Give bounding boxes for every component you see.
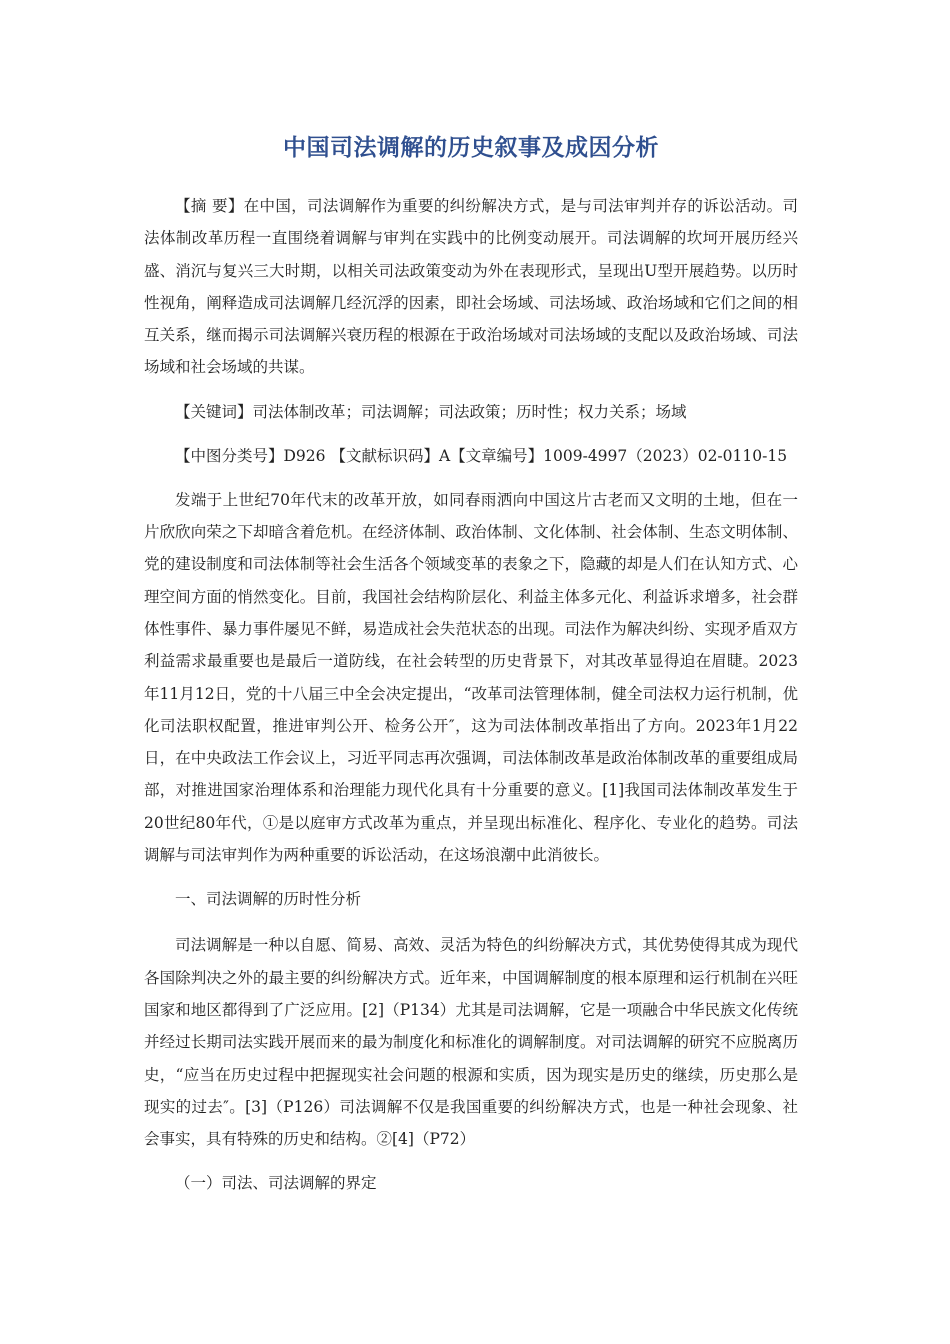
keywords: 【关键词】司法体制改革；司法调解；司法政策；历时性；权力关系；场域 — [175, 402, 687, 421]
subsection-heading-1: （一）司法、司法调解的界定 — [175, 1174, 377, 1193]
paper-title: 中国司法调解的历史叙事及成因分析 — [283, 135, 659, 161]
abstract — [144, 190, 798, 384]
abstract-text: 在中国，司法调解作为重要的纠纷解决方式，是与司法审判并存的诉讼活动。司法体制改革历程一直围绕着调解与审判在实践中的比例变动展开。司法调解的坎坷开展历经兴盛、消沉与复兴三大时期，以相关司法政策变动为外在表现形式，呈现出U型开展趋势。以历时性视角，阐释造成司法调解几经沉浮的因素，即社会场域、司法场域、政治场域和它们之间的相互关系，继而揭示司法调解兴衰历程的根源在于政治场域对司法场域的支配以及政治场域、司法场域和社会场域的共谋。 — [144, 197, 798, 377]
intro-paragraph: 发端于上世纪70年代末的改革开放，如同春雨洒向中国这片古老而又文明的土地，但在一片欣欣向荣之下却暗含着危机。在经济体制、政治体制、文化体制、社会体制、生态文明体制、党的建设制度和司法体制等社会生活各个领域变革的表象之下，隐藏的却是人们在认知方式、心理空间方面的悄然变化。目前，我国社会结构阶层化、利益主体多元化、利益诉求增多，社会群体性事件、暴力事件屡见不鲜，易造成社会失范状态的出现。司法作为解决纠纷、实现矛盾双方利益需求最重要也是最后一道防线，在社会转型的历史背景下，对其改革显得迫在眉睫。2023年11月12日，党的十八届三中全会决定提出，“改革司法管理体制，健全司法权力运行机制，优化司法职权配置，推进审判公开、检务公开″，这为司法体制改革指出了方向。2023年1月22日，在中央政法工作会议上，习近平同志再次强调，司法体制改革是政治体制改革的重要组成局部，对推进国家治理体系和治理能力现代化具有十分重要的意义。[1]我国司法体制改革发生于20世纪80年代，①是以庭审方式改革为重点，并呈现出标准化、程序化、专业化的趋势。司法调解与司法审判作为两种重要的诉讼活动，在这场浪潮中此消彼长。 — [144, 490, 798, 865]
section-1-paragraph: 司法调解是一种以自愿、简易、高效、灵活为特色的纠纷解决方式，其优势使得其成为现代各国除判决之外的最主要的纠纷解决方式。近年来，中国调解制度的根本原理和运行机制在兴旺国家和地区都得到了广泛应用。[2]（P134）尤其是司法调解，它是一项融合中华民族文化传统并经过长期司法实践开展而来的最为制度化和标准化的调解制度。对司法调解的研究不应脱离历史，“应当在历史过程中把握现实社会问题的根源和实质，因为现实是历史的继续，历史那么是现实的过去″。[3]（P126）司法调解不仅是我国重要的纠纷解决方式，也是一种社会现象、社会事实，具有特殊的历史和结构。②[4]（P72） — [144, 936, 798, 1149]
abstract-label: 【摘 要】 — [175, 197, 244, 215]
section-heading-1: 一、司法调解的历时性分析 — [175, 890, 362, 909]
document-page — [144, 128, 798, 1213]
classification-line: 【中图分类号】D926 【文献标识码】A【文章编号】1009-4997（2023）02-0110-15 — [175, 446, 788, 465]
